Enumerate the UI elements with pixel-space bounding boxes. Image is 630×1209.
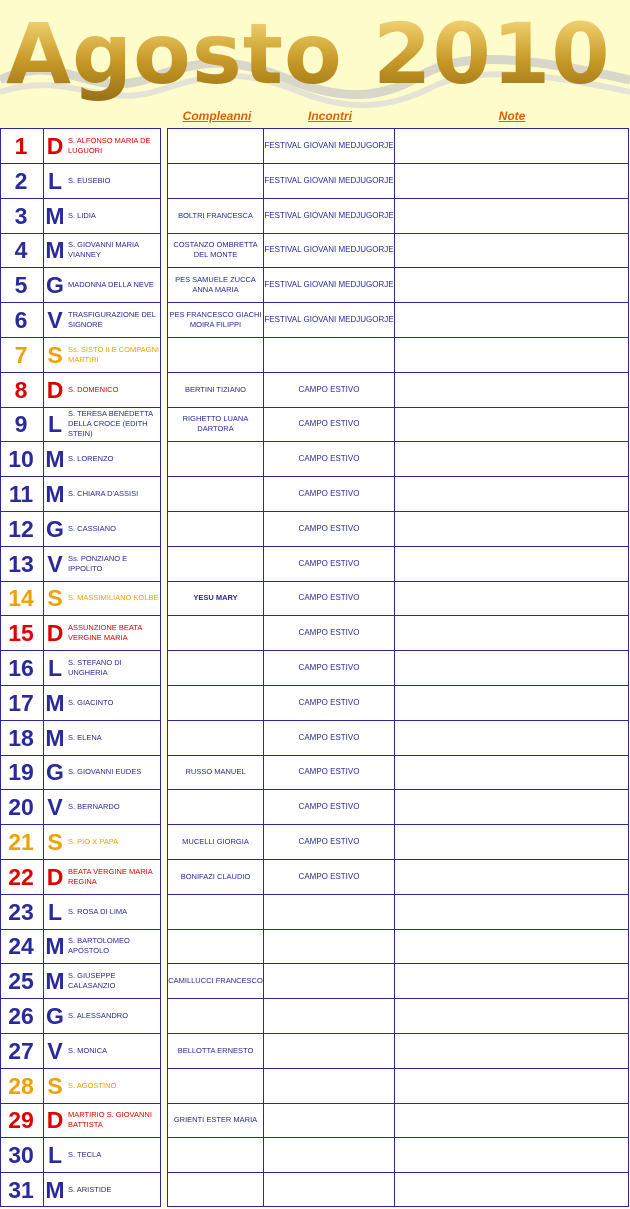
birthday-cell	[168, 164, 264, 198]
day-number: 29	[8, 1107, 34, 1134]
weekday-letter: S	[47, 829, 63, 855]
day-number: 18	[8, 724, 34, 751]
notes-cell	[395, 825, 628, 859]
notes-cell	[395, 233, 628, 267]
day-row	[1, 268, 160, 303]
birthday-cell	[168, 895, 264, 929]
entries-table	[167, 128, 629, 1207]
saint-name: S. BERNARDO	[68, 802, 120, 812]
weekday-letter: D	[46, 863, 64, 890]
birthday-cell	[168, 512, 264, 546]
notes-cell	[395, 1069, 628, 1103]
day-number: 31	[8, 1177, 34, 1203]
day-number: 26	[8, 1003, 34, 1029]
day-number: 4	[14, 237, 28, 264]
notes-cell	[395, 581, 628, 615]
entry-row	[168, 1034, 628, 1069]
day-number: 12	[8, 515, 34, 542]
day-row	[1, 581, 160, 616]
weekday-letter: D	[46, 133, 64, 159]
day-row	[1, 721, 160, 756]
entry-row	[168, 1069, 628, 1104]
birthday-cell: RIGHETTO LUANA DARTORA	[168, 407, 264, 441]
birthday-cell	[168, 129, 264, 163]
day-row	[1, 929, 160, 964]
notes-cell	[395, 512, 628, 546]
month-title: Agosto 2010	[6, 0, 611, 114]
birthday-cell	[168, 338, 264, 372]
saint-name: S. GIOVANNI MARIA VIANNEY	[68, 240, 139, 260]
day-number: 7	[14, 341, 28, 368]
birthday-cell: BELLOTTA ERNESTO	[168, 1034, 264, 1068]
entry-row	[168, 1138, 628, 1173]
birthday-cell	[168, 442, 264, 476]
meeting-cell: CAMPO ESTIVO	[264, 477, 395, 511]
day-number: 27	[8, 1037, 34, 1064]
day-row	[1, 825, 160, 860]
meeting-cell	[264, 1138, 395, 1172]
meeting-cell	[264, 999, 395, 1033]
weekday-letter: D	[46, 620, 64, 647]
meeting-cell: CAMPO ESTIVO	[264, 790, 395, 824]
saint-name: S. MASSIMILIANO KOLBE	[68, 593, 159, 603]
birthday-cell: BERTINI TIZIANO	[168, 373, 264, 407]
day-row	[1, 1173, 160, 1208]
day-number: 3	[14, 202, 28, 229]
meeting-cell: FESTIVAL GIOVANI MEDJUGORJE	[264, 233, 395, 267]
day-number: 23	[8, 898, 34, 925]
day-row	[1, 1034, 160, 1069]
saint-name: ASSUNZIONE BEATA VERGINE MARIA	[68, 623, 142, 643]
meeting-cell	[264, 895, 395, 929]
weekday-letter: M	[45, 968, 65, 995]
notes-cell	[395, 721, 628, 755]
day-row	[1, 199, 160, 234]
saint-name: S. DOMENICO	[68, 384, 119, 394]
days-column	[0, 128, 161, 1207]
meeting-cell: CAMPO ESTIVO	[264, 686, 395, 720]
entry-row	[168, 929, 628, 964]
saint-name: Ss. PONZIANO E IPPOLITO	[68, 553, 128, 573]
saint-name: S. PIO X PAPA	[68, 837, 119, 846]
notes-cell	[395, 373, 628, 407]
day-row	[1, 477, 160, 512]
meeting-cell: FESTIVAL GIOVANI MEDJUGORJE	[264, 199, 395, 233]
notes-cell	[395, 1138, 628, 1172]
entry-row	[168, 999, 628, 1034]
saint-name: S. TERESA BENEDETTA DELLA CROCE (EDITH STEIN)	[68, 409, 153, 439]
weekday-letter: L	[47, 655, 63, 681]
entry-row	[168, 512, 628, 547]
weekday-letter: M	[45, 1177, 65, 1203]
notes-cell	[395, 547, 628, 581]
meeting-cell: CAMPO ESTIVO	[264, 825, 395, 859]
saint-name: S. ARISTIDE	[68, 1185, 112, 1194]
birthdays-header: Compleanni	[182, 109, 252, 123]
notes-cell	[395, 164, 628, 198]
entry-row	[168, 755, 628, 790]
weekday-letter: S	[47, 1072, 63, 1099]
weekday-letter: L	[47, 898, 63, 925]
day-number: 14	[8, 585, 34, 612]
weekday-letter: D	[46, 376, 64, 403]
saint-name: S. CHIARA D'ASSISI	[68, 489, 139, 498]
weekday-letter: M	[45, 689, 65, 716]
meeting-cell: CAMPO ESTIVO	[264, 581, 395, 615]
weekday-letter: V	[47, 1037, 63, 1064]
day-row	[1, 338, 160, 373]
day-number: 15	[8, 620, 34, 647]
day-number: 24	[8, 933, 34, 960]
notes-cell	[395, 268, 628, 302]
weekday-letter: V	[47, 550, 63, 577]
weekday-letter: M	[45, 237, 65, 264]
meeting-cell	[264, 1034, 395, 1068]
birthday-cell: GRIENTI ESTER MARIA	[168, 1103, 264, 1137]
day-number: 16	[8, 655, 34, 681]
birthday-cell: BONIFAZI CLAUDIO	[168, 860, 264, 894]
birthday-cell: COSTANZO OMBRETTA DEL MONTE	[168, 233, 264, 267]
birthday-cell: RUSSO MANUEL	[168, 755, 264, 789]
notes-cell	[395, 1103, 628, 1137]
entry-row	[168, 303, 628, 338]
meeting-cell: FESTIVAL GIOVANI MEDJUGORJE	[264, 164, 395, 198]
saint-name: S. ELENA	[68, 732, 102, 742]
notes-header: Note	[498, 109, 526, 123]
birthday-cell	[168, 686, 264, 720]
notes-cell	[395, 129, 628, 163]
weekday-letter: V	[47, 307, 63, 333]
meeting-cell: FESTIVAL GIOVANI MEDJUGORJE	[264, 129, 395, 163]
birthday-cell: PES FRANCESCO GIACHI MOIRA FILIPPI	[168, 303, 264, 337]
day-number: 1	[14, 133, 28, 159]
day-row	[1, 129, 160, 164]
entry-row	[168, 825, 628, 860]
day-row	[1, 860, 160, 895]
day-row	[1, 790, 160, 825]
birthday-cell	[168, 547, 264, 581]
day-number: 22	[8, 863, 34, 890]
weekday-letter: M	[45, 724, 65, 751]
day-row	[1, 233, 160, 268]
meeting-cell	[264, 1103, 395, 1137]
notes-cell	[395, 964, 628, 998]
birthday-cell: BOLTRI FRANCESCA	[168, 199, 264, 233]
saint-name: BEATA VERGINE MARIA REGINA	[68, 866, 153, 886]
entry-row	[168, 442, 628, 477]
weekday-letter: S	[47, 585, 63, 612]
birthday-cell: MUCELLI GIORGIA	[168, 825, 264, 859]
day-number: 17	[8, 689, 34, 716]
day-row	[1, 303, 160, 338]
notes-cell	[395, 895, 628, 929]
weekday-letter: G	[46, 1003, 64, 1029]
meeting-cell: CAMPO ESTIVO	[264, 547, 395, 581]
saint-name: S. GIACINTO	[68, 697, 114, 707]
meeting-cell: CAMPO ESTIVO	[264, 616, 395, 650]
day-number: 30	[8, 1142, 34, 1169]
notes-cell	[395, 1173, 628, 1207]
day-number: 8	[14, 376, 28, 403]
saint-name: S. BARTOLOMEO APOSTOLO	[68, 936, 130, 956]
notes-cell	[395, 1034, 628, 1068]
notes-cell	[395, 303, 628, 337]
weekday-letter: M	[45, 933, 65, 960]
day-number: 28	[8, 1072, 34, 1099]
meeting-cell	[264, 964, 395, 998]
entry-row	[168, 268, 628, 303]
birthday-cell: YESU MARY	[168, 581, 264, 615]
weekday-letter: G	[46, 515, 64, 542]
entry-row	[168, 581, 628, 616]
meeting-cell: CAMPO ESTIVO	[264, 721, 395, 755]
entry-row	[168, 477, 628, 512]
meeting-cell	[264, 929, 395, 963]
entry-row	[168, 233, 628, 268]
day-number: 11	[8, 481, 34, 507]
meeting-cell: CAMPO ESTIVO	[264, 755, 395, 789]
notes-cell	[395, 407, 628, 441]
birthday-cell: PES SAMUELE ZUCCA ANNA MARIA	[168, 268, 264, 302]
notes-cell	[395, 999, 628, 1033]
weekday-letter: V	[47, 794, 63, 821]
day-number: 20	[8, 794, 34, 821]
meeting-cell	[264, 338, 395, 372]
notes-cell	[395, 860, 628, 894]
entry-row	[168, 547, 628, 582]
notes-cell	[395, 199, 628, 233]
weekday-letter: L	[47, 1142, 63, 1169]
saint-name: S. LORENZO	[68, 454, 114, 464]
birthday-cell	[168, 999, 264, 1033]
entry-row	[168, 964, 628, 999]
birthday-cell	[168, 1138, 264, 1172]
saint-name: S. TECLA	[68, 1150, 102, 1160]
birthday-cell	[168, 1173, 264, 1207]
meeting-cell: CAMPO ESTIVO	[264, 512, 395, 546]
saint-name: MADONNA DELLA NEVE	[68, 280, 154, 290]
day-number: 6	[14, 307, 28, 333]
birthday-cell	[168, 616, 264, 650]
birthday-cell	[168, 790, 264, 824]
saint-name: S. AGOSTINO	[68, 1080, 117, 1090]
day-number: 10	[8, 446, 34, 473]
day-row	[1, 547, 160, 582]
birthday-cell	[168, 721, 264, 755]
day-row	[1, 895, 160, 930]
saint-name: S. LIDIA	[68, 210, 96, 220]
day-number: 25	[8, 968, 34, 995]
weekday-letter: G	[46, 759, 64, 786]
day-row	[1, 442, 160, 477]
birthday-cell	[168, 1069, 264, 1103]
saint-name: Ss. SISTO II E COMPAGNI MARTIRI	[68, 344, 159, 364]
notes-cell	[395, 790, 628, 824]
saint-name: S. MONICA	[68, 1045, 108, 1055]
entry-row	[168, 616, 628, 651]
entry-row	[168, 407, 628, 442]
weekday-letter: D	[46, 1107, 64, 1134]
weekday-letter: M	[45, 481, 65, 507]
saint-name: S. EUSEBIO	[68, 175, 111, 185]
day-row	[1, 999, 160, 1034]
notes-cell	[395, 686, 628, 720]
entry-row	[168, 199, 628, 234]
day-row	[1, 616, 160, 651]
weekday-letter: L	[47, 167, 63, 194]
meeting-cell: FESTIVAL GIOVANI MEDJUGORJE	[264, 303, 395, 337]
meeting-cell	[264, 1173, 395, 1207]
saint-name: S. ROSA DI LIMA	[68, 906, 128, 916]
day-row	[1, 1138, 160, 1173]
saint-name: S. STEFANO DI UNGHERIA	[68, 658, 122, 677]
day-row	[1, 164, 160, 199]
entry-row	[168, 164, 628, 199]
entry-row	[168, 1103, 628, 1138]
day-row	[1, 1069, 160, 1104]
entry-row	[168, 721, 628, 756]
birthday-cell	[168, 477, 264, 511]
day-row	[1, 512, 160, 547]
day-number: 19	[8, 759, 34, 786]
saint-name: S. ALFONSO MARIA DE LUGUORI	[68, 136, 151, 155]
day-number: 9	[14, 411, 28, 438]
weekday-letter: M	[45, 446, 65, 473]
birthday-cell	[168, 929, 264, 963]
notes-cell	[395, 338, 628, 372]
entry-row	[168, 129, 628, 164]
meetings-header: Incontri	[308, 109, 352, 123]
saint-name: TRASFIGURAZIONE DEL SIGNORE	[68, 310, 156, 329]
weekday-letter: G	[46, 272, 64, 299]
notes-cell	[395, 477, 628, 511]
saint-name: MARTIRIO S. GIOVANNI BATTISTA	[68, 1110, 152, 1130]
meeting-cell: CAMPO ESTIVO	[264, 373, 395, 407]
weekday-letter: L	[47, 411, 63, 438]
day-number: 13	[8, 550, 34, 577]
meeting-cell: CAMPO ESTIVO	[264, 860, 395, 894]
meeting-cell: CAMPO ESTIVO	[264, 651, 395, 685]
day-row	[1, 686, 160, 721]
day-row	[1, 1103, 160, 1138]
entry-row	[168, 1173, 628, 1208]
saint-name: S. GIUSEPPE CALASANZIO	[68, 971, 116, 991]
birthday-cell: CAMILLUCCI FRANCESCO	[168, 964, 264, 998]
entry-row	[168, 373, 628, 408]
meeting-cell: CAMPO ESTIVO	[264, 442, 395, 476]
entry-row	[168, 651, 628, 686]
meeting-cell	[264, 1069, 395, 1103]
day-row	[1, 407, 160, 442]
day-row	[1, 651, 160, 686]
saint-name: S. CASSIANO	[68, 523, 116, 533]
meeting-cell: CAMPO ESTIVO	[264, 407, 395, 441]
entry-row	[168, 338, 628, 373]
saint-name: S. ALESSANDRO	[68, 1011, 129, 1020]
meeting-cell: FESTIVAL GIOVANI MEDJUGORJE	[264, 268, 395, 302]
birthday-cell	[168, 651, 264, 685]
notes-cell	[395, 442, 628, 476]
weekday-letter: S	[47, 341, 63, 368]
entry-row	[168, 790, 628, 825]
saint-name: S. GIOVANNI EUDES	[68, 767, 142, 777]
notes-cell	[395, 755, 628, 789]
day-row	[1, 964, 160, 999]
day-row	[1, 755, 160, 790]
day-row	[1, 373, 160, 408]
day-number: 2	[14, 167, 28, 194]
day-number: 5	[14, 272, 28, 299]
notes-cell	[395, 616, 628, 650]
entry-row	[168, 860, 628, 895]
notes-cell	[395, 651, 628, 685]
entry-row	[168, 686, 628, 721]
notes-cell	[395, 929, 628, 963]
entry-row	[168, 895, 628, 930]
weekday-letter: M	[45, 202, 65, 229]
day-number: 21	[8, 829, 34, 855]
